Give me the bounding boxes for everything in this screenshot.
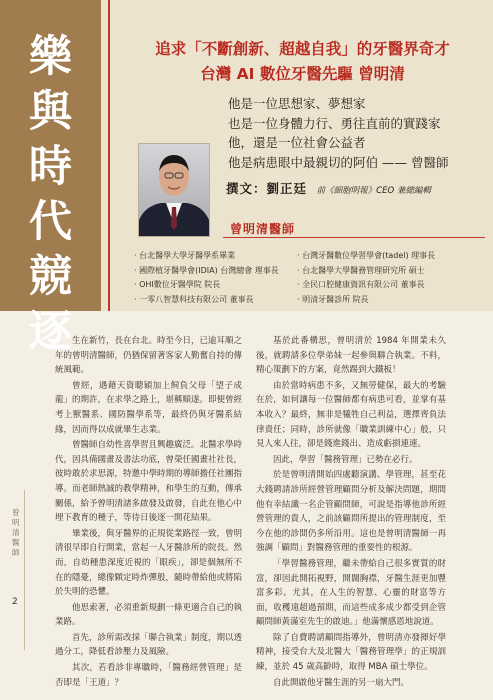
running-side-label: 曾明清醫師 <box>12 508 20 557</box>
vertical-title <box>0 30 101 360</box>
body-paragraph: 於是曾明清開始四處聽演講、學管理，甚至花大錢聘請診所經營管理顧問分析及解決問題，期間他有幸結識一名企管顧問師，可說是指導他診所經營管理的貴人，之前該顧問所提出的管理制度，至今在他的診間仍多所沿用。這也是曾明清醫師一再強調「顧問」對醫務管理的重要性的根源。 <box>256 470 446 554</box>
intro-line: 他是一位思想家、夢想家 <box>228 96 366 111</box>
body-column-right <box>256 334 446 691</box>
body-paragraph: 除了自費聘請顧問指導外，曾明清亦發揮好學精神，接受台大及北醫大「醫務管理學」的正規訓練，並於 45 歲高齡時，取得 MBA 碩士學位。 <box>256 632 446 673</box>
body-paragraph: 畢業後，與牙醫界的正規從業路徑一致，曾明清很早即自行開業，當起一人牙醫診所的院長。然而，自幼種患深度近視的「眼疾」，卻是個無所不在的隱憂，總像顆定時炸彈般，隨時帶給他或將陷於失明的恐懼。 <box>55 528 243 598</box>
body-paragraph: 基於此番構思，曾明清於 1984 年開業未久後，就聘請多位學弟妹一起參與聯合執業。不料，精心策劃下的方案，竟然踢到大鐵板！ <box>256 336 446 376</box>
body-paragraph: 「學習醫務管理，繼未帶給自己很多實質的財富，卻因此開拓視野，開闊胸襟，牙醫生涯更加豐富多彩。尤其，在人生的智慧、心靈的財富等方面，收穫遠超過預期，而這些成多成少都受到企管顧問師黃滿室先生的啟迪。」他滿懷感恩地說道。 <box>256 558 446 628</box>
body-paragraph: 生在新竹，長在台北。時至今日，已逾耳順之年的曾明清醫師，仍猶保留著客家人勤奮自持的傳統風範。 <box>55 336 243 376</box>
vertical-title-bar <box>0 0 101 357</box>
credentials-list-left <box>134 249 279 307</box>
title-char: 競 <box>29 252 72 302</box>
title-char: 與 <box>29 87 72 137</box>
body-paragraph: 首先，診所需改採「聯合執業」制度，期以透過分工，降低看診壓力及風險。 <box>55 632 243 658</box>
credentials-list-right <box>297 249 435 307</box>
intro-block <box>228 94 448 172</box>
title-char: 時 <box>29 142 72 192</box>
intro-line: 他，還是一位社會公益者 <box>228 135 366 150</box>
credential-item: · 台灣牙醫數位學習學會(tadel) 理事長 <box>297 249 435 264</box>
title-char: 代 <box>29 197 72 247</box>
profile-name-heading: 曾明清醫師 <box>230 222 296 236</box>
body-paragraph: 曾經，遇藉天資聰穎加上飼負父母「望子成龍」的期許，在求學之路上，堪稱順遂。即便曾經考上獸醫系、國防醫學系等，最終仍與牙醫系結緣，因而得以成就畢生志業。 <box>55 380 243 435</box>
credential-item: · 一零八智慧科技有限公司 董事長 <box>134 293 279 308</box>
byline-author: 撰文：劉正廷 <box>226 181 308 196</box>
intro-line: 他是病患眼中最親切的阿伯 —— 曾醫師 <box>228 154 449 170</box>
intro-line: 也是一位身體力行、勇往直前的實踐家 <box>228 115 441 131</box>
credential-item: · 國際植牙醫學會(IDIA) 台灣總會 理事長 <box>134 264 279 279</box>
title-char: 樂 <box>29 32 72 82</box>
byline-source: 前《細胞明報》CEO 兼總編輯 <box>316 186 431 196</box>
profile-divider <box>223 237 485 238</box>
credential-item: · 明清牙醫診所 院長 <box>297 293 435 308</box>
body-column-left <box>55 334 242 691</box>
credential-item: · 全民口腔健康資訊有限公司 董事長 <box>297 278 435 293</box>
credential-item: · 台北醫學大學醫務管理研究所 碩士 <box>297 264 435 279</box>
body-paragraph: 自此開啟他牙醫生涯的另一扇大門。 <box>273 677 410 688</box>
body-paragraph: 由於當時病患不多，又無勞健保，最大的考驗在於，如何讓每一位醫師都有病患可看，並掌有基本收入？最終，無非是犧牲自己利益，選擇齊負法律責任；同時，診所就像「職業訓練中心」般，只見人來人往，卻是錢進錢出、造成虧損連連。 <box>256 380 446 450</box>
credential-item: · OHI數位牙醫學院 院長 <box>134 278 279 293</box>
page-number: 2 <box>12 597 18 607</box>
margin-rule <box>24 490 25 650</box>
accent-divider <box>108 0 110 311</box>
body-paragraph: 曾醫師自幼性喜學習且興趣廣泛。北醫求學時代，因具備國畫及書法功底，曾榮任國畫社社長，彼時敢於求思源，特邀中學時期的導師擔任社團指導。而老師熱誠的教學精神，和學生的互動，傳承關係，給予曾明清諸多啟發及啟發，自此在他心中埋下教育的種子，等待日後逐一開花結果。 <box>55 440 243 524</box>
body-paragraph: 因此，學習「醫務管理」已勢在必行。 <box>273 454 418 465</box>
portrait-photo <box>138 143 210 237</box>
credential-item: · 台北醫學大學牙醫學系畢業 <box>134 249 279 264</box>
byline <box>226 179 431 197</box>
headline-line-2: 台灣 AI 數位牙醫先驅 曾明清 <box>200 65 405 83</box>
body-paragraph: 他思索著，必須重新規劃一條更適合自己的執業路。 <box>55 602 243 628</box>
headline-line-1: 追求「不斷創新、超越自我」的牙醫界奇才 <box>155 40 450 58</box>
title-char: 逐 <box>29 307 72 357</box>
body-paragraph: 其次，若看診非專職時，「醫務經營管理」是否即是「王道」？ <box>55 663 242 688</box>
